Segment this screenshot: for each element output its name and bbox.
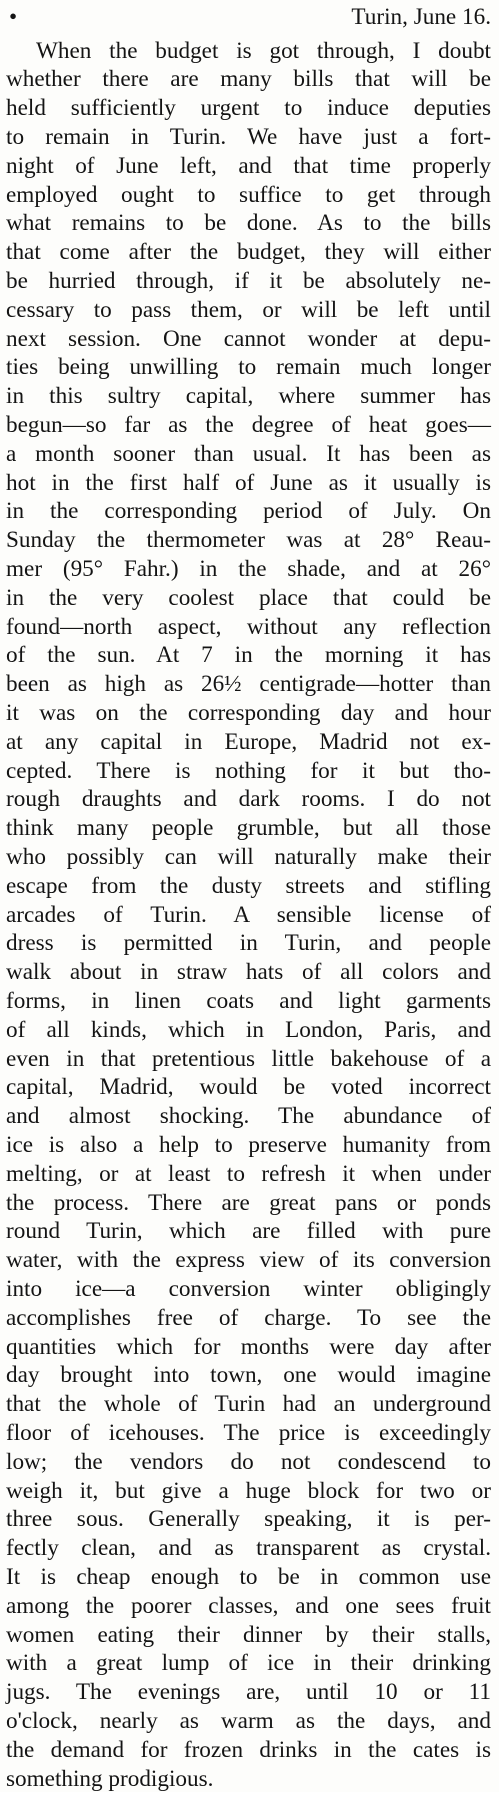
article-line: o'clock, nearly as warm as the days, and [6,1707,491,1734]
article-line: in this sultry capital, where summer has [6,383,491,410]
article-line: the demand for frozen drinks in the cates is [6,1736,491,1763]
article-line: even in that pretentious little bakehouse of a [6,1045,491,1072]
article-line: something prodigious. [6,1765,214,1792]
article-line: jugs. The evenings are, until 10 or 11 [6,1679,491,1706]
article-line: begun—so far as the degree of heat goes— [6,411,491,438]
article-line: low; the vendors do not condescend to [6,1448,491,1475]
article-line: It is cheap enough to be in common use [6,1563,491,1590]
article-line: that come after the budget, they will either [6,239,491,266]
article-line: capital, Madrid, would be voted incorrect [6,1074,491,1101]
article-line: round Turin, which are filled with pure [6,1218,491,1245]
article-line: that the whole of Turin had an underground [6,1391,491,1418]
article-line: arcades of Turin. A sensible license of [6,901,491,928]
dateline [0,0,491,35]
article-line: day brought into town, one would imagine [6,1362,491,1389]
article-line: accomplishes free of charge. To see the [6,1304,491,1331]
article-line: When the budget is got through, I doubt [36,37,491,64]
article-line: be hurried through, if it be absolutely ne- [6,267,491,294]
article-line: weigh it, but give a huge block for two or [6,1477,491,1504]
article-line: escape from the dusty streets and stifling [6,872,491,899]
article-line: melting, or at least to refresh it when under [6,1160,491,1187]
article-line: floor of icehouses. The price is exceedingly [6,1419,491,1446]
article-line: rough draughts and dark rooms. I do not [6,786,491,813]
article-line: and almost shocking. The abundance of [6,1103,491,1130]
article-line: water, with the express view of its conversion [6,1247,491,1274]
article-line: of the sun. At 7 in the morning it has [6,642,491,669]
article-line: been as high as 26½ centigrade—hotter than [6,671,491,698]
article-line: next session. One cannot wonder at depu- [6,325,491,352]
article-line: held sufficiently urgent to induce deputies [6,95,491,122]
article-line: of all kinds, which in London, Paris, and [6,1016,491,1043]
article-line: forms, in linen coats and light garments [6,987,491,1014]
article-line: hot in the first half of June as it usually is [6,469,491,496]
article-line: a month sooner than usual. It has been as [6,440,491,467]
article-line: employed ought to suffice to get through [6,181,491,208]
article-line: think many people grumble, but all those [6,815,491,842]
dateline-text: Turin, June 16. [351,4,491,30]
article-line: night of June left, and that time properly [6,152,491,179]
article-line: Sunday the thermometer was at 28° Reau- [6,527,491,554]
article-line: whether there are many bills that will be [6,66,491,93]
article-line: mer (95° Fahr.) in the shade, and at 26° [6,555,491,582]
article-line: among the poorer classes, and one sees fruit [6,1592,491,1619]
article-line: cessary to pass them, or will be left until [6,296,491,323]
article-line: fectly clean, and as transparent as crystal. [6,1535,491,1562]
article-line: what remains to be done. As to the bills [6,210,491,237]
article-line: quantities which for months were day after [6,1333,491,1360]
article-line: walk about in straw hats of all colors and [6,959,491,986]
article-line: three sous. Generally speaking, it is per- [6,1506,491,1533]
article-line: at any capital in Europe, Madrid not ex- [6,728,491,755]
article-line: with a great lump of ice in their drinking [6,1650,491,1677]
article-line: ice is also a help to preserve humanity from [6,1131,491,1158]
article-line: women eating their dinner by their stalls, [6,1621,491,1648]
article-line: cepted. There is nothing for it but tho- [6,757,491,784]
article-line: to remain in Turin. We have just a fort- [6,123,491,150]
dateline-bullet: • [9,4,18,30]
article-line: ties being unwilling to remain much longer [6,354,491,381]
article-line: it was on the corresponding day and hour [6,699,491,726]
article-line: into ice—a conversion winter obligingly [6,1275,491,1302]
article-line: who possibly can will naturally make their [6,843,491,870]
article-line: found—north aspect, without any reflection [6,613,491,640]
article-line: in the very coolest place that could be [6,584,491,611]
article-line: in the corresponding period of July. On [6,498,491,525]
article-line: the process. There are great pans or ponds [6,1189,491,1216]
article-line: dress is permitted in Turin, and people [6,930,491,957]
